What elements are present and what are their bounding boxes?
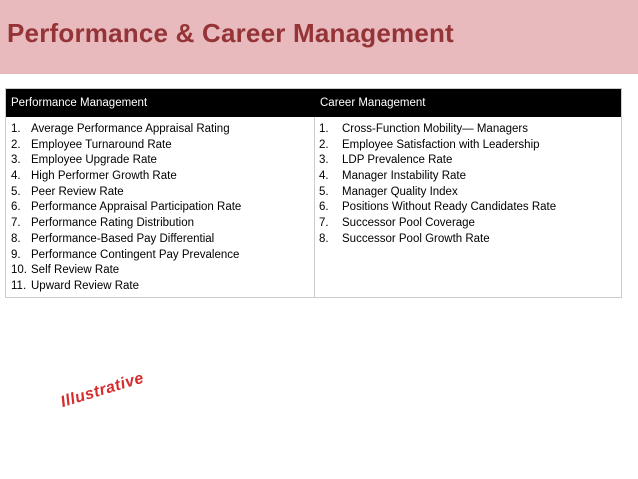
performance-item [6, 263, 314, 279]
performance-item-text: Performance Appraisal Participation Rate [31, 201, 242, 214]
performance-item [6, 169, 314, 185]
performance-list [6, 122, 314, 295]
performance-item-text: Peer Review Rate [31, 185, 124, 198]
career-item-text: Cross-Function Mobility— Managers [342, 123, 528, 135]
performance-item-number: 3. [11, 154, 21, 167]
career-item [315, 216, 621, 232]
performance-item [6, 248, 314, 264]
career-item-number: 3. [319, 154, 329, 167]
performance-item [6, 138, 314, 154]
career-item-text: Successor Pool Growth Rate [342, 232, 490, 245]
career-list [315, 122, 621, 248]
table-header-row [6, 89, 621, 117]
career-item [315, 122, 621, 138]
performance-item [6, 153, 314, 169]
performance-item-number: 10. [11, 264, 27, 277]
career-cell [315, 117, 621, 297]
performance-item-text: Average Performance Appraisal Rating [31, 123, 230, 135]
career-item-text: Successor Pool Coverage [342, 217, 475, 230]
career-item [315, 200, 621, 216]
career-item [315, 169, 621, 185]
performance-item-number: 8. [11, 232, 21, 245]
performance-item [6, 232, 314, 248]
performance-item-number: 1. [11, 123, 21, 135]
performance-item-text: High Performer Growth Rate [31, 170, 177, 183]
performance-item-text: Employee Turnaround Rate [31, 138, 172, 151]
career-item [315, 153, 621, 169]
career-item-text: Manager Instability Rate [342, 170, 467, 183]
career-item-number: 2. [319, 138, 329, 151]
performance-item [6, 279, 314, 295]
performance-item-number: 9. [11, 248, 21, 261]
header-performance-management: Performance Management [11, 97, 148, 109]
header-career-management: Career Management [320, 97, 426, 109]
performance-item-text: Employee Upgrade Rate [31, 154, 157, 167]
career-item-text: Manager Quality Index [342, 185, 458, 198]
career-item-number: 7. [319, 217, 329, 230]
performance-item [6, 200, 314, 216]
career-item-text: Positions Without Ready Candidates Rate [342, 201, 557, 214]
performance-item-number: 5. [11, 185, 21, 198]
career-item-number: 1. [319, 123, 329, 135]
performance-item-number: 2. [11, 138, 21, 151]
illustrative-stamp: Illustrative [58, 369, 146, 412]
performance-item [6, 216, 314, 232]
slide-title: Performance & Career Management [7, 18, 454, 48]
performance-item-text: Performance Rating Distribution [31, 217, 194, 230]
career-item-number: 6. [319, 201, 329, 214]
performance-cell [6, 117, 315, 297]
performance-item-text: Upward Review Rate [31, 279, 140, 292]
career-item-text: LDP Prevalence Rate [342, 154, 453, 167]
performance-item-number: 11. [11, 279, 27, 292]
career-item [315, 185, 621, 201]
performance-item-number: 4. [11, 170, 21, 183]
performance-item-text: Performance Contingent Pay Prevalence [31, 248, 240, 261]
performance-item-number: 6. [11, 201, 21, 214]
performance-item-text: Performance-Based Pay Differential [31, 232, 215, 245]
career-item-text: Employee Satisfaction with Leadership [342, 138, 540, 151]
career-item-number: 5. [319, 185, 329, 198]
career-item-number: 8. [319, 232, 329, 245]
performance-item-text: Self Review Rate [31, 264, 120, 277]
career-item [315, 138, 621, 154]
career-item-number: 4. [319, 170, 329, 183]
performance-item-number: 7. [11, 217, 21, 230]
metrics-table [5, 88, 622, 298]
performance-item [6, 185, 314, 201]
career-item [315, 232, 621, 248]
table-body-row [6, 117, 621, 297]
performance-item [6, 122, 314, 138]
